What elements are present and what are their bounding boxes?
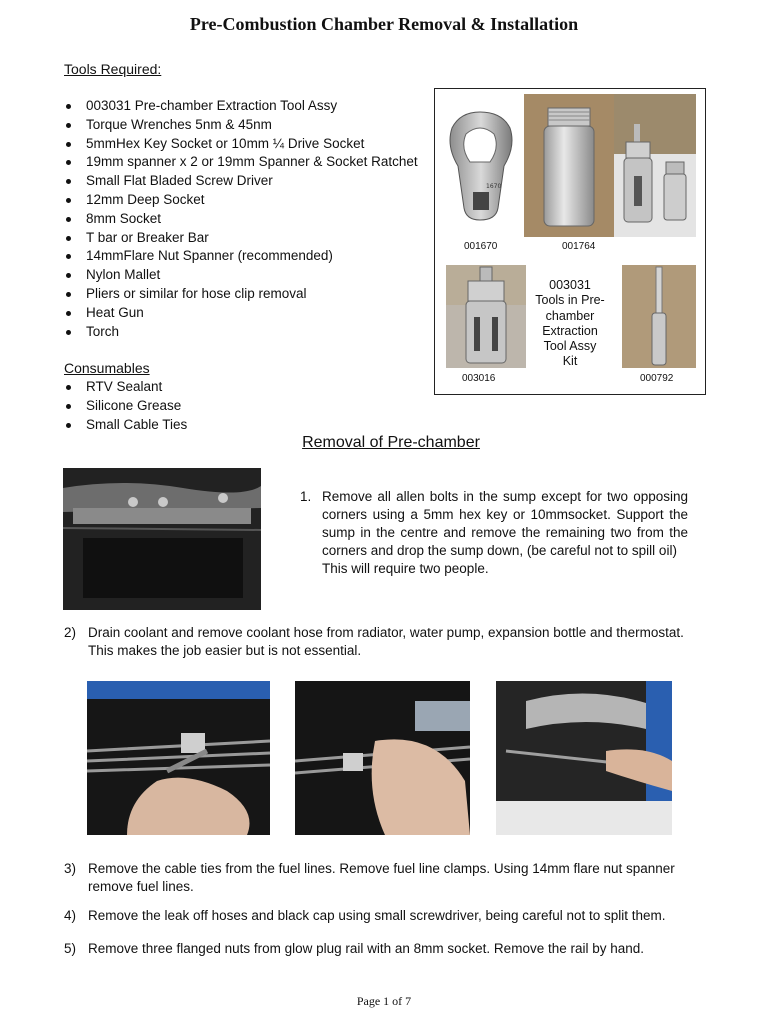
tools-heading: Tools Required: <box>64 61 162 77</box>
caption-001670: 001670 <box>464 241 498 252</box>
list-item: T bar or Breaker Bar <box>64 229 418 248</box>
list-item: 8mm Socket <box>64 210 418 229</box>
list-item: 5mmHex Key Socket or 10mm ¼ Drive Socket <box>64 135 418 154</box>
kit-line: Tools in Pre- <box>535 293 605 308</box>
kit-line: Kit <box>562 354 578 369</box>
tool-photo-000792 <box>622 265 696 368</box>
consumables-heading: Consumables <box>64 360 150 376</box>
step2-photo-2 <box>295 681 470 835</box>
step-5 <box>64 940 704 958</box>
step-number: 5) <box>64 941 77 956</box>
svg-text:1670: 1670 <box>486 183 502 190</box>
step-number: 2) <box>64 625 77 640</box>
step-text: Remove the cable ties from the fuel lines. Remove fuel line clamps. Using 14mm flare nut spanner remove fuel lines. <box>88 861 675 894</box>
caption-000792: 000792 <box>640 373 674 384</box>
page-title: Pre-Combustion Chamber Removal & Installation <box>189 14 579 34</box>
removal-heading: Removal of Pre-chamber <box>302 434 480 451</box>
consumables-list <box>64 378 187 434</box>
step-number: 1. <box>300 489 312 504</box>
list-item: 003031 Pre-chamber Extraction Tool Assy <box>64 97 418 116</box>
list-item: 12mm Deep Socket <box>64 191 418 210</box>
list-item: Heat Gun <box>64 304 418 323</box>
list-item: 19mm spanner x 2 or 19mm Spanner & Socket Ratchet <box>64 153 418 172</box>
kit-line: chamber <box>545 308 595 323</box>
kit-line: Tool Assy <box>543 339 597 354</box>
list-item: 14mmFlare Nut Spanner (recommended) <box>64 247 418 266</box>
tool-photo-003016 <box>446 265 526 368</box>
list-item: Nylon Mallet <box>64 266 418 285</box>
step-text: Drain coolant and remove coolant hose from radiator, water pump, expansion bottle and thermostat. This makes the job easier but is not essential. <box>88 625 684 658</box>
list-item: Torch <box>64 323 418 342</box>
step1-photo <box>63 468 261 610</box>
tool-photo-001764 <box>524 94 614 237</box>
kit-line: 003031 <box>549 278 591 292</box>
step2-photo-3 <box>496 681 672 835</box>
step2-photo-1 <box>87 681 270 835</box>
kit-line: Extraction <box>542 323 598 338</box>
step-4 <box>64 907 704 925</box>
step-text: Remove the leak off hoses and black cap using small screwdriver, being careful not to split them. <box>88 908 666 923</box>
kit-caption <box>526 278 614 370</box>
list-item: Small Cable Ties <box>64 416 187 435</box>
step-text: Remove all allen bolts in the sump except for two opposing corners using a 5mm hex key or 10mmsocket. Support the sump in the centre and remove the remaining two from the corners and drop the sump down, (be careful not to spill oil) <box>322 489 688 558</box>
list-item: RTV Sealant <box>64 378 187 397</box>
tool-photo-001670 <box>440 108 520 233</box>
step-1 <box>300 488 688 578</box>
step-note: This will require two people. <box>322 561 489 576</box>
caption-001764: 001764 <box>562 241 596 252</box>
tools-list <box>64 97 418 341</box>
list-item: Pliers or similar for hose clip removal <box>64 285 418 304</box>
page-footer: Page 1 of 7 <box>356 994 412 1008</box>
list-item: Small Flat Bladed Screw Driver <box>64 172 418 191</box>
tool-photo-extractor <box>614 94 696 237</box>
step-text: Remove three flanged nuts from glow plug rail with an 8mm socket. Remove the rail by hand. <box>88 941 645 956</box>
caption-003016: 003016 <box>462 373 496 384</box>
step-2 <box>64 624 704 660</box>
list-item: Torque Wrenches 5nm & 45nm <box>64 116 418 135</box>
step-number: 4) <box>64 908 77 923</box>
step-number: 3) <box>64 861 77 876</box>
step-3 <box>64 860 704 896</box>
list-item: Silicone Grease <box>64 397 187 416</box>
